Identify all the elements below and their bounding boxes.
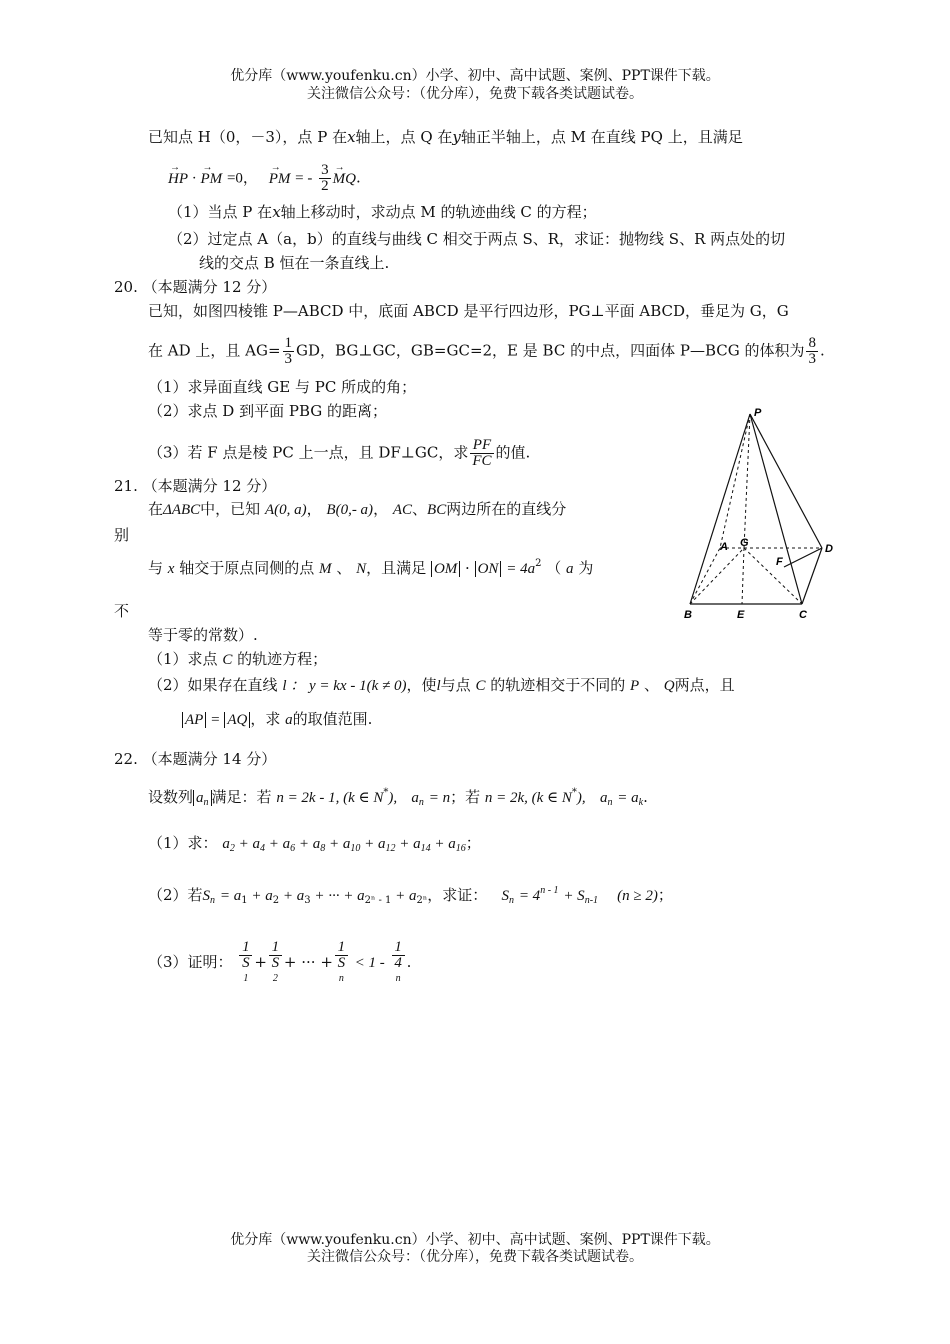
q19-part-2-line1: （2）过定点 A（a，b）的直线与曲线 C 相交于两点 S、R，求证：抛物线 S、R 两点处的切 bbox=[168, 230, 786, 248]
q20-part-2: （2）求点 D 到平面 PBG 的距离； bbox=[148, 402, 388, 420]
segment-gc bbox=[744, 548, 802, 604]
fraction-1-3: $\frac{1}{3}$ bbox=[284, 335, 293, 367]
segment-pg bbox=[744, 414, 750, 548]
sum-term: a bbox=[252, 836, 260, 852]
label-f: F bbox=[776, 556, 783, 568]
q19-vector-equations: → HP · → PM =0， → PM = - $\frac{3}{2}$ → MQ. bbox=[168, 163, 361, 194]
q21-part-2: （2）如果存在直线 l ： y = kx - 1(k ≠ 0)，使l与点 C 的轨迹相交于不同的 P 、 Q两点，且 bbox=[148, 676, 735, 694]
q22-intro: 设数列 $a_n$ 满足：若 n = 2k - 1, (k ∈ N*), $a_n = n$；若 n = 2k, (k ∈ N*), $a_n = a_k$. bbox=[148, 787, 648, 808]
edge-pc bbox=[750, 414, 802, 604]
sum-term: a bbox=[377, 836, 386, 852]
q22-part-1: （1）求： $a_2 + a_4 + a_6 + a_8 + a_{10} + a_{12} + a_{14} + a_{16}$； bbox=[148, 834, 481, 854]
sum-term: a bbox=[448, 836, 456, 852]
vector-hp: → HP bbox=[168, 168, 188, 190]
edge-pb bbox=[690, 414, 750, 604]
q19-intro bbox=[148, 126, 743, 148]
label-e: E bbox=[737, 609, 745, 621]
question-score: （本题满分 14 分） bbox=[142, 750, 277, 768]
sum-term: a bbox=[312, 836, 321, 852]
question-number: 21. bbox=[114, 477, 138, 495]
sum-term: a bbox=[222, 836, 230, 852]
vector-mq: → MQ bbox=[333, 168, 356, 190]
question-number: 22. bbox=[114, 750, 138, 768]
sum-expression: $a_2 + a_4 + a_6 + a_8 + a_{10} + a_{12} + a_{14} + a_{16}$ bbox=[222, 836, 466, 854]
q19-part-1: （1）当点 P 在x轴上移动时，求动点 M 的轨迹曲线 C 的方程； bbox=[168, 203, 597, 221]
vector-pm-2: → PM bbox=[269, 168, 291, 190]
segment-ge bbox=[742, 548, 744, 604]
segment-bg bbox=[690, 548, 744, 604]
q21-line-5: 等于零的常数）. bbox=[148, 626, 258, 644]
q21-part-1: （1）求点 C 的轨迹方程； bbox=[148, 650, 328, 668]
q20-part-1: （1）求异面直线 GE 与 PC 所成的角； bbox=[148, 378, 417, 396]
q20-line-1: 已知，如图四棱锥 P—ABCD 中，底面 ABCD 是平行四边形，PG⊥平面 ABCD，垂足为 G，G bbox=[148, 302, 789, 320]
fraction-pf-fc: $\frac{PF}{FC}$ bbox=[472, 437, 492, 469]
q21-line-4: 不 bbox=[114, 602, 130, 620]
vector-pm: → PM bbox=[201, 168, 223, 190]
label-c: C bbox=[799, 609, 807, 621]
edge-pd bbox=[750, 414, 822, 548]
q21-line-3: 与 x 轴交于原点同侧的点 M 、 N，且满足 OM · ON = $4a^2$ （ a 为 bbox=[148, 558, 594, 577]
q19-text: 轴正半轴上，点 M 在直线 PQ 上，且满足 bbox=[460, 128, 743, 146]
q21-header bbox=[114, 475, 276, 497]
q20-part-3: （3）若 F 点是棱 PC 上一点，且 DF⊥GC，求 $\frac{PF}{FC}$ 的值. bbox=[148, 437, 531, 469]
question-number: 20. bbox=[114, 278, 138, 296]
question-score: （本题满分 12 分） bbox=[142, 477, 277, 495]
label-b: B bbox=[684, 609, 692, 621]
q22-part-3: （3）证明： 1 S 1 + 1 S 2 + ··· + 1 S n < 1 - 1 4 n . bbox=[148, 939, 412, 984]
sum-term: a bbox=[282, 836, 291, 852]
q19-part-2-line2: 线的交点 B 恒在一条直线上. bbox=[199, 254, 390, 272]
sum-term: a bbox=[342, 836, 351, 852]
sum-term: a bbox=[413, 836, 421, 852]
header-line-1: 优分库（www.youfenku.cn）小学、初中、高中试题、案例、PPT课件下载。 bbox=[230, 68, 720, 84]
label-a: A bbox=[720, 541, 728, 553]
q19-y: y bbox=[452, 128, 461, 146]
q19-text: 已知点 H（0，－3），点 P 在 bbox=[148, 128, 348, 146]
question-score: （本题满分 12 分） bbox=[142, 278, 277, 296]
pyramid-figure bbox=[672, 404, 852, 626]
q21-line-1: 在ΔABC中，已知 A(0, a)， B(0,- a)， AC、BC两边所在的直线分 bbox=[148, 500, 567, 518]
edge-pa bbox=[720, 414, 750, 548]
q19-eq1: =0， bbox=[226, 170, 258, 187]
label-p: P bbox=[754, 407, 762, 419]
q21-part-2-condition: AP = AQ ，求 a的取值范围. bbox=[182, 708, 372, 731]
label-g: G bbox=[740, 537, 749, 549]
q20-header bbox=[114, 276, 276, 298]
q21-line-2: 别 bbox=[114, 526, 130, 544]
label-d: D bbox=[825, 543, 833, 555]
footer-line-2: 关注微信公众号：（优分库），免费下载各类试题试卷。 bbox=[307, 1249, 643, 1265]
q20-line-2: 在 AD 上，且 AG= $\frac{1}{3}$ GD，BG⊥GC，GB=GC=2，E 是 BC 的中点，四面体 P—BCG 的体积为 $\frac{8}{3}$ . bbox=[148, 335, 825, 367]
q19-text: 轴上，点 Q 在 bbox=[355, 128, 453, 146]
fraction-8-3: $\frac{8}{3}$ bbox=[808, 335, 816, 367]
q19-x: x bbox=[347, 128, 356, 146]
q22-header bbox=[114, 748, 276, 770]
footer-line-1: 优分库（www.youfenku.cn）小学、初中、高中试题、案例、PPT课件下载。 bbox=[230, 1232, 720, 1248]
q19-eq2: = - bbox=[295, 170, 313, 187]
header-line-2: 关注微信公众号：（优分库），免费下载各类试题试卷。 bbox=[307, 86, 643, 102]
q22-part-2: （2）若$S_n = a_1 + a_2 + a_3$ + ··· + $a_{2^n - 1} + a_{2^n}$，求证： $S_n = 4^{n - 1} + S_{n-1}$ (n ≥ 2)； bbox=[148, 885, 673, 906]
fraction-3-2: $\frac{3}{2}$ bbox=[321, 162, 329, 194]
